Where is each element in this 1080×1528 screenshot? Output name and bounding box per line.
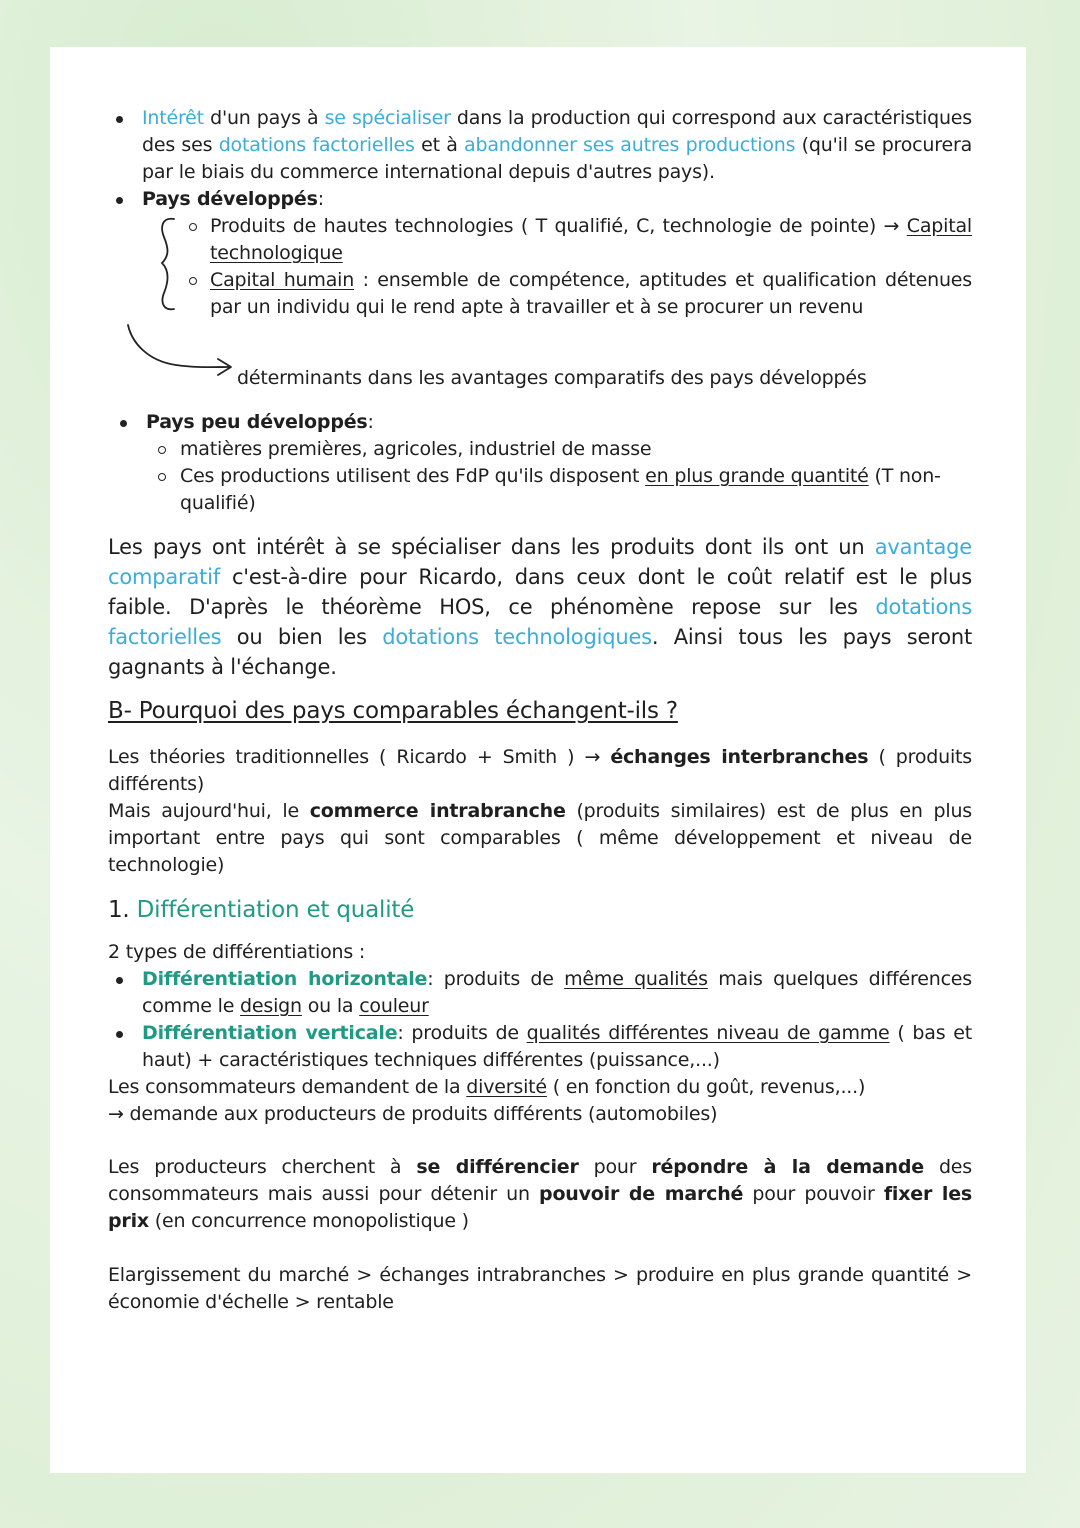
- document-page: [50, 47, 1026, 1473]
- text-fragment: et à: [414, 134, 465, 156]
- text-fragment: pour: [578, 1156, 652, 1178]
- text-fragment: (en concurrence monopolistique ): [148, 1210, 469, 1232]
- bullet-vertical-differentiation: [108, 1020, 972, 1074]
- text-fragment: des consommateurs mais aussi pour détenir un: [108, 1156, 972, 1205]
- colon: :: [367, 411, 374, 433]
- producer-demand-line: → demande aux producteurs de produits différents (automobiles): [108, 1103, 718, 1125]
- text-fragment: ou la: [301, 995, 360, 1017]
- text-fragment: c'est-à-dire pour Ricardo, dans ceux dont le coût relatif est le plus faible. D'après le théorème HOS, ce phénomène repose sur les: [108, 565, 972, 619]
- comparative-advantage-summary: [108, 532, 972, 682]
- text-fragment: ( produits différents): [108, 746, 973, 795]
- term-design: design: [240, 995, 302, 1017]
- term-couleur: couleur: [359, 995, 429, 1017]
- section-b-heading: B- Pourquoi des pays comparables échangent-ils ?: [108, 698, 678, 724]
- term-commerce-intrabranche: commerce intrabranche: [309, 800, 566, 822]
- text-fragment: Produits de hautes technologies ( T qualifié, C, technologie de pointe) →: [210, 215, 907, 237]
- text-fragment: Les pays ont intérêt à se spécialiser dans les produits dont ils ont un: [108, 535, 875, 559]
- specialization-section: [108, 105, 972, 409]
- term-dotations-technologiques: dotations technologiques: [382, 625, 652, 649]
- developed-item-high-tech: [142, 213, 972, 267]
- intrabranch-paragraph: [108, 798, 972, 879]
- text-fragment: Ces productions utilisent des FdP qu'ils disposent: [180, 465, 646, 487]
- text-fragment: : produits de: [427, 968, 565, 990]
- text-fragment: Les théories traditionnelles ( Ricardo + Smith ) →: [108, 746, 611, 768]
- term-avantage-comparatif: avantage comparatif: [108, 535, 972, 589]
- text-fragment: ( en fonction du goût, revenus,...): [546, 1076, 866, 1098]
- determinants-text: déterminants dans les avantages comparatifs des pays développés: [237, 367, 867, 389]
- text-fragment: . Ainsi tous les pays seront gagnants à l'échange.: [108, 625, 972, 679]
- types-intro: 2 types de différentiations :: [108, 941, 366, 963]
- term-diversite: diversité: [466, 1076, 547, 1098]
- text-fragment: mais quelques différences comme le: [142, 968, 972, 1017]
- subsection-number: 1.: [108, 897, 137, 923]
- determinants-note: [108, 321, 972, 409]
- traditional-theories-paragraph: [108, 744, 972, 798]
- consumer-demand-line: [108, 1074, 972, 1101]
- term-se-specialiser: se spécialiser: [324, 107, 451, 129]
- market-chain-line: Elargissement du marché > échanges intrabranches > produire en plus grande quantité > économie d'échelle > rentable: [108, 1264, 972, 1313]
- term-repondre-demande: répondre à la demande: [651, 1156, 924, 1178]
- text-fragment: dans la production qui correspond aux caractéristiques des ses: [142, 107, 972, 156]
- term-differentiation-horizontale: Différentiation horizontale: [142, 968, 428, 990]
- bullet-less-developed-countries: [108, 409, 972, 517]
- less-developed-title: Pays peu développés: [146, 411, 368, 433]
- term-dotations-factorielles: dotations factorielles: [218, 134, 415, 156]
- less-developed-item-raw-materials: matières premières, agricoles, industriel de masse: [108, 436, 972, 463]
- term-qualites-differentes: qualités différentes niveau de gamme: [526, 1022, 890, 1044]
- term-abandonner: abandonner ses autres productions: [464, 134, 796, 156]
- text-fragment: ou bien les: [221, 625, 383, 649]
- term-dotations-factorielles: dotations factorielles: [108, 595, 972, 649]
- term-differentiation-verticale: Différentiation verticale: [142, 1022, 398, 1044]
- text-fragment: Les producteurs cherchent à: [108, 1156, 417, 1178]
- text-fragment: Mais aujourd'hui, le: [108, 800, 310, 822]
- text-fragment: : produits de: [397, 1022, 527, 1044]
- developed-countries-title: Pays développés: [142, 188, 318, 210]
- text-fragment: ( bas et haut) + caractéristiques techniques différentes (puissance,...): [142, 1022, 972, 1071]
- text-fragment: (produits similaires) est de plus en plus important entre pays qui sont comparables ( même développement et niveau de technologie): [108, 800, 972, 876]
- term-fixer-les-prix: fixer les prix: [108, 1183, 972, 1232]
- curved-arrow-icon: [126, 321, 236, 381]
- term-capital-humain: Capital humain: [210, 269, 355, 291]
- term-plus-grande-quantite: en plus grande quantité: [645, 465, 869, 487]
- producers-paragraph: [108, 1154, 972, 1235]
- bullet-developed-countries: [108, 186, 972, 321]
- document-content: [108, 105, 972, 1316]
- text-fragment: d'un pays à: [203, 107, 325, 129]
- text-fragment: : ensemble de compétence, aptitudes et qualification détenues par un individu qui le rend apte à travailler et à se procurer un revenu: [210, 269, 972, 318]
- less-developed-section: [108, 409, 972, 517]
- text-fragment: Les consommateurs demandent de la: [108, 1076, 467, 1098]
- subsection-title: Différentiation et qualité: [136, 897, 415, 923]
- term-echanges-interbranches: échanges interbranches: [610, 746, 869, 768]
- less-developed-item-fdp: [108, 463, 972, 517]
- term-pouvoir-de-marche: pouvoir de marché: [539, 1183, 744, 1205]
- developed-item-human-capital: [142, 267, 972, 321]
- bullet-horizontal-differentiation: [108, 966, 972, 1020]
- subsection-1-heading: [108, 895, 972, 925]
- text-fragment: pour pouvoir: [743, 1183, 884, 1205]
- bullet-specialization-interest: [108, 105, 972, 186]
- term-se-differencier: se différencier: [416, 1156, 579, 1178]
- text-fragment: (qu'il se procurera par le biais du commerce international depuis d'autres pays).: [142, 134, 973, 183]
- text-fragment: (T non-qualifié): [180, 465, 941, 514]
- term-meme-qualites: même qualités: [564, 968, 708, 990]
- colon: :: [317, 188, 324, 210]
- developed-sublist: [142, 213, 972, 321]
- term-capital-technologique: Capital technologique: [210, 215, 972, 264]
- term-interet: Intérêt: [142, 107, 204, 129]
